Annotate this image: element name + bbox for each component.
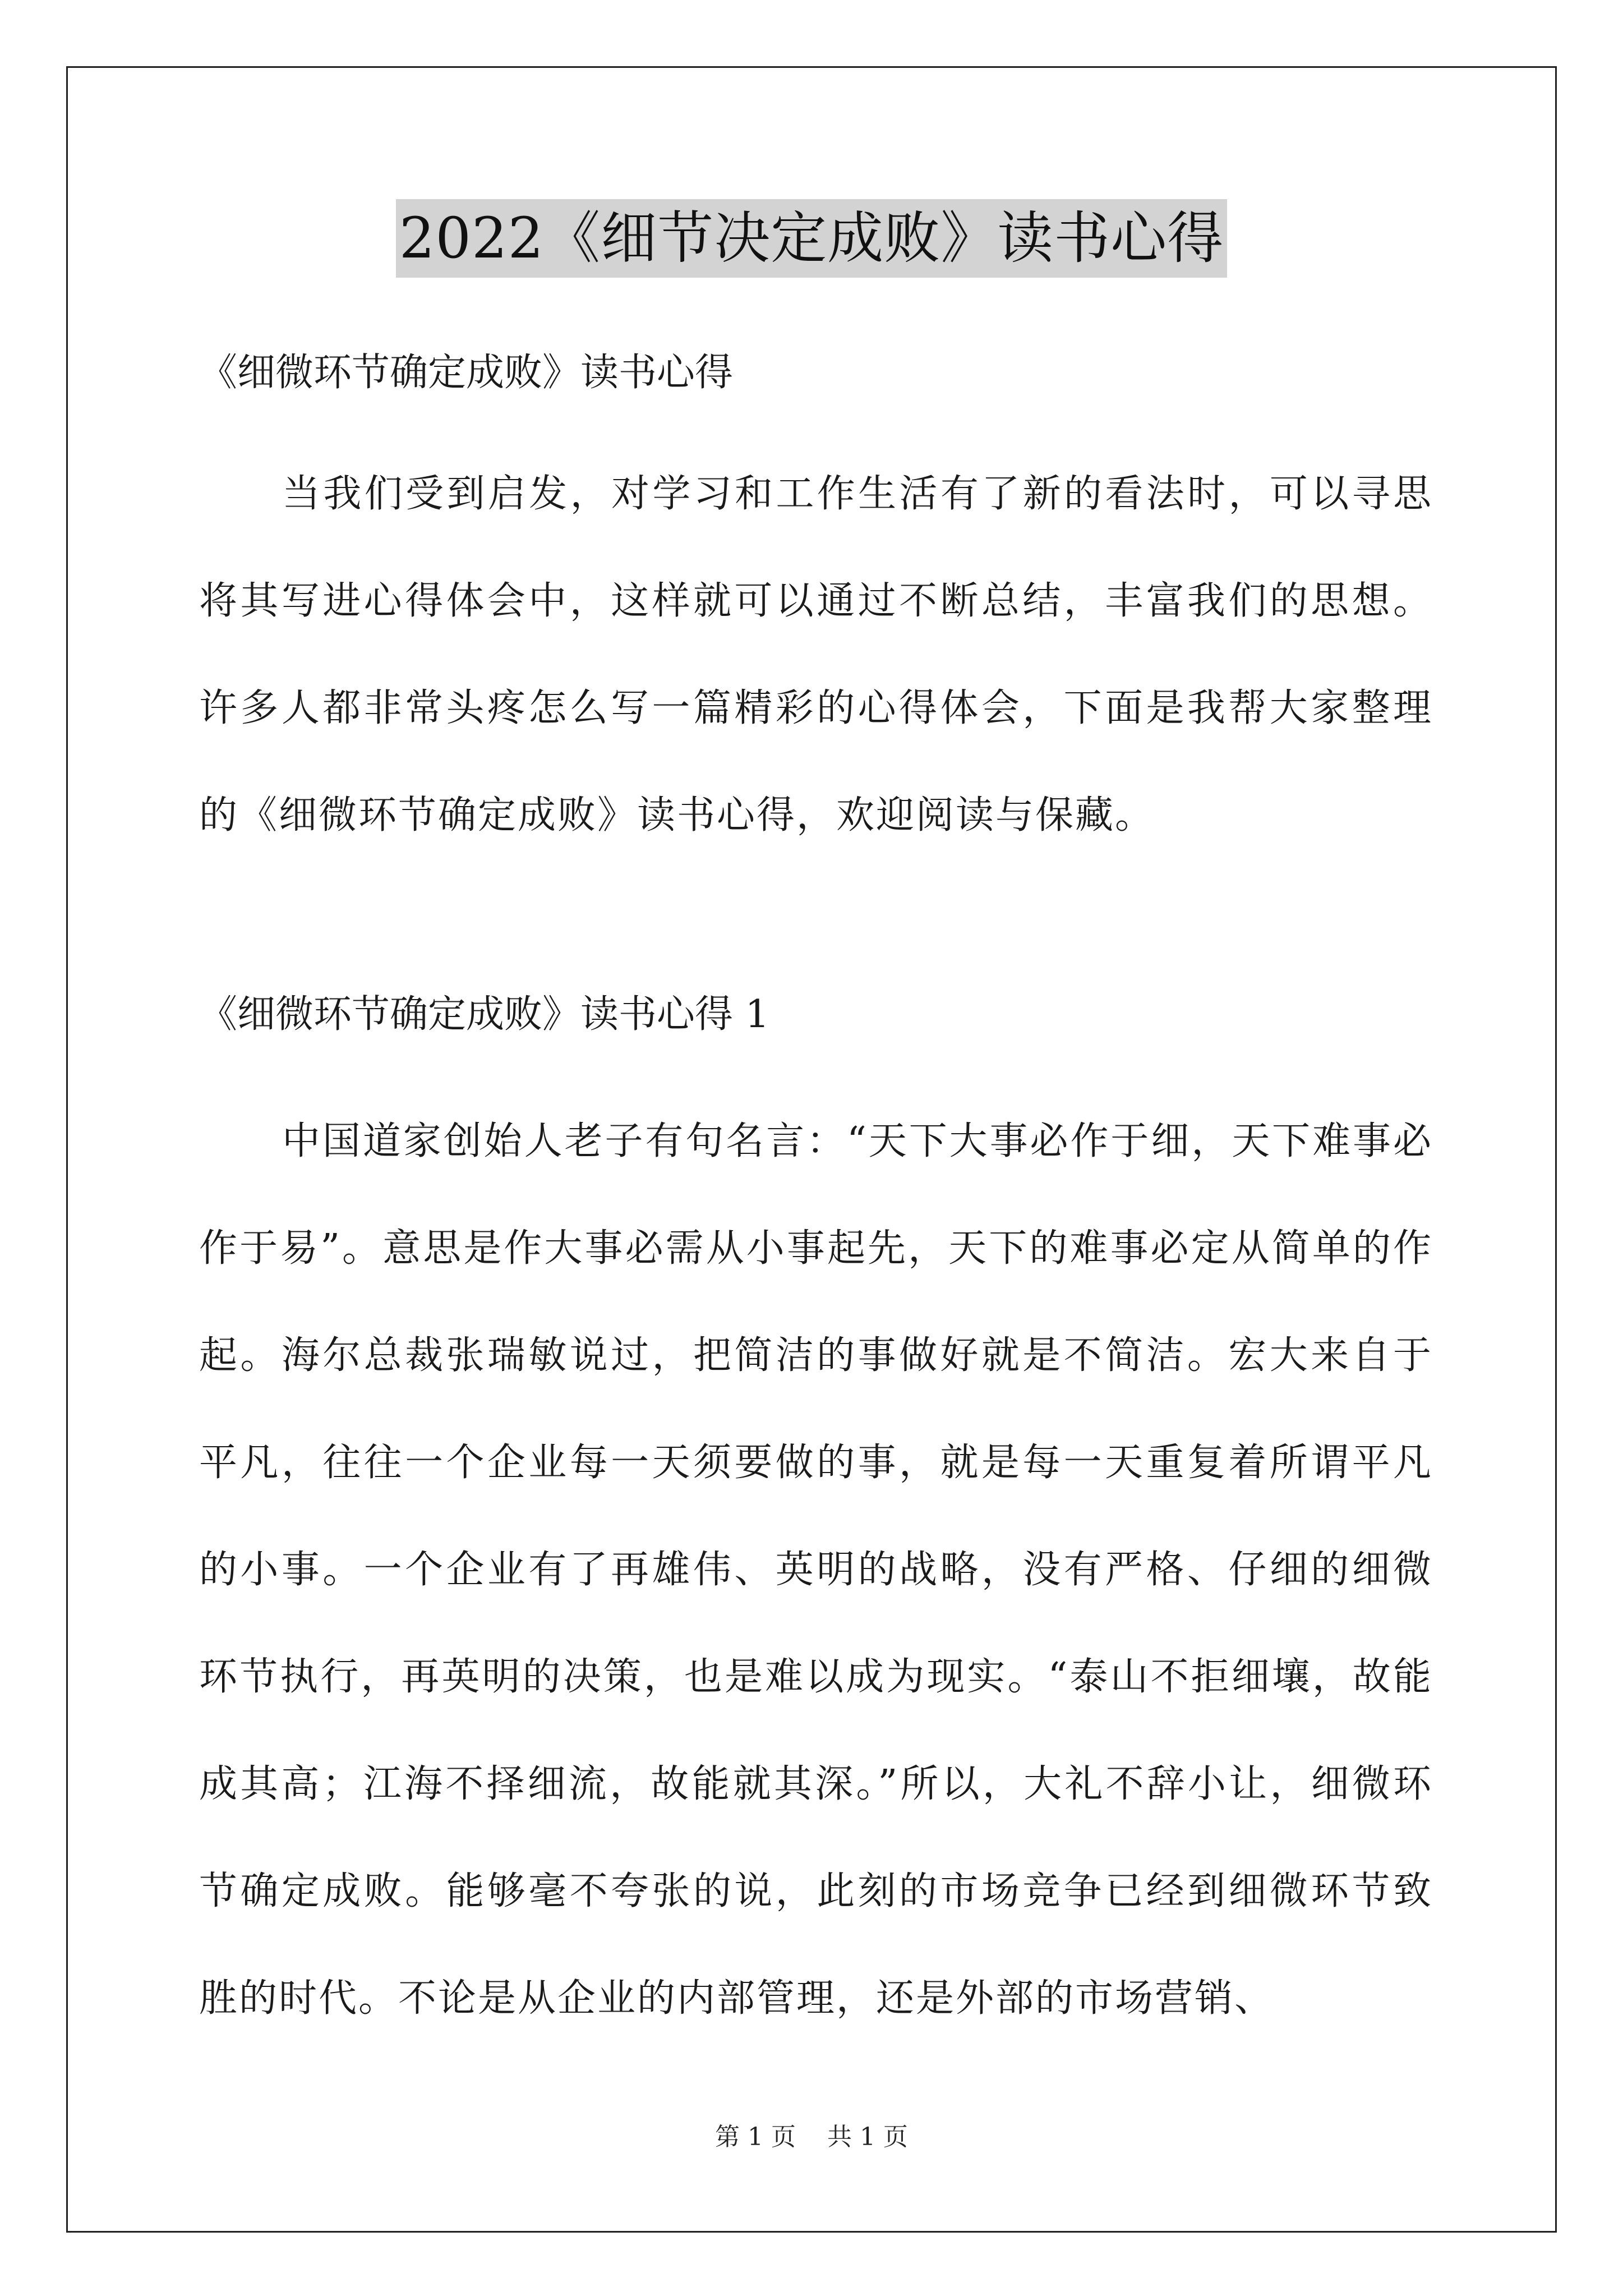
document-body xyxy=(199,345,1433,2052)
title-container xyxy=(0,199,1623,278)
section-paragraph: 中国道家创始人老子有句名言：“天下大事必作于细，天下难事必作于易”。意思是作大事必需从小事起先，天下的难事必定从简单的作起。海尔总裁张瑞敏说过，把简洁的事做好就是不简洁。宏大来自于平凡，往往一个企业每一天须要做的事，就是每一天重复着所谓平凡的小事。一个企业有了再雄伟、英明的战略，没有严格、仔细的细微环节执行，再英明的决策，也是难以成为现实。“泰山不拒细壤，故能成其高；江海不择细流，故能就其深。”所以，大礼不辞小让，细微环节确定成败。能够毫不夸张的说，此刻的市场竞争已经到细微环节致胜的时代。不论是从企业的内部管理，还是外部的市场营销、 xyxy=(199,1119,1433,2021)
document-title: 2022《细节决定成败》读书心得 xyxy=(396,199,1228,278)
section-heading: 《细微环节确定成败》读书心得 1 xyxy=(199,992,769,1037)
page-footer: 第 1 页 共 1 页 xyxy=(715,2123,908,2151)
intro-heading: 《细微环节确定成败》读书心得 xyxy=(199,351,734,395)
intro-paragraph: 当我们受到启发，对学习和工作生活有了新的看法时，可以寻思将其写进心得体会中，这样就可以通过不断总结，丰富我们的思想。许多人都非常头疼怎么写一篇精彩的心得体会，下面是我帮大家整理的《细微环节确定成败》读书心得，欢迎阅读与保藏。 xyxy=(199,472,1433,838)
